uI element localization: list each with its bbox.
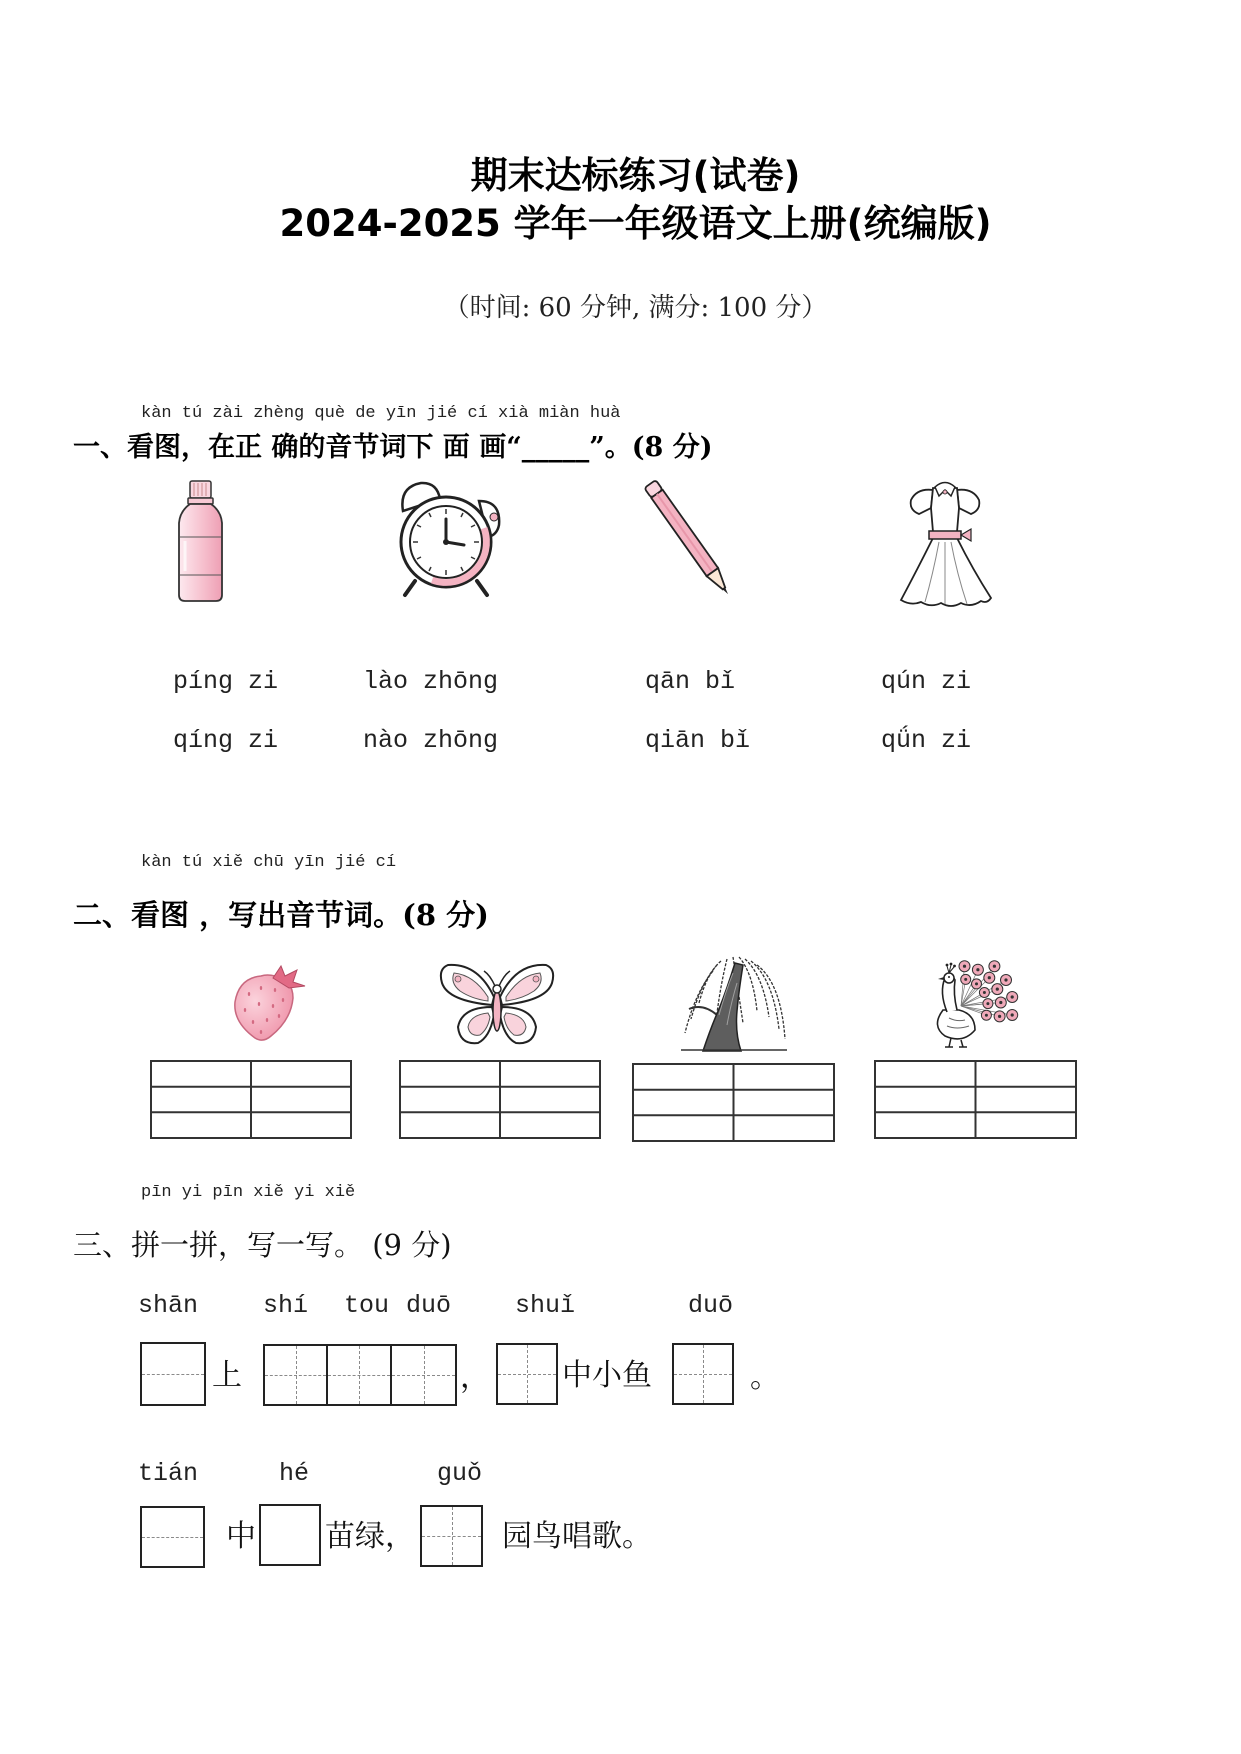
box-guide-line [296, 1346, 297, 1404]
page-subtitle: 2024-2025 学年一年级语文上册(统编版) [279, 202, 992, 245]
sentence1-text-3: 中小鱼 [562, 1358, 652, 1393]
butterfly-icon [438, 961, 556, 1049]
option-bottle-2: qíng zi [173, 726, 279, 755]
pinyin-shi: shí [263, 1291, 309, 1320]
writing-box-duo-2 [672, 1343, 734, 1405]
pinyin-grid-peacock [874, 1060, 1077, 1139]
exam-time-and-score: （时间: 60 分钟, 满分: 100 分） [443, 293, 828, 323]
box-guide-line [703, 1345, 704, 1403]
alarm-clock-icon [393, 479, 504, 601]
section1-pinyin: kàn tú zài zhèng què de yīn jié cí xià miàn huà [141, 404, 621, 423]
sentence1-text-2: ， [460, 1360, 490, 1395]
bottle-icon [175, 479, 226, 603]
writing-box-tian [140, 1506, 205, 1568]
pinyin-shan: shān [138, 1291, 199, 1320]
writing-box-group-shitouduo [263, 1344, 457, 1406]
pinyin-grid-strawberry [150, 1060, 352, 1139]
option-clock-1: lào zhōng [363, 667, 499, 696]
pinyin-tian: tián [138, 1459, 199, 1488]
strawberry-icon [231, 964, 307, 1043]
writing-box-duo [392, 1344, 457, 1406]
pinyin-tou: tou [344, 1291, 390, 1320]
sentence2-text-1: 中 [226, 1519, 256, 1554]
page-title: 期末达标练习(试卷) [470, 154, 801, 197]
sentence1-text-1: 上 [212, 1358, 242, 1393]
writing-box-he [259, 1504, 321, 1566]
section2-heading: 二、看图 ，写出音节词。(8 分) [73, 898, 489, 932]
option-bottle-1: píng zi [173, 667, 279, 696]
dress-icon [895, 474, 995, 615]
option-pencil-1: qān bǐ [645, 667, 736, 696]
pinyin-guo: guǒ [437, 1459, 483, 1488]
sentence2-text-2: 苗绿， [325, 1519, 415, 1554]
pencil-icon [640, 476, 735, 603]
pinyin-duo-2: duō [688, 1291, 734, 1320]
option-dress-1: qún zi [881, 667, 972, 696]
willow-tree-icon [677, 953, 790, 1052]
pinyin-he: hé [279, 1459, 310, 1488]
box-guide-line [527, 1345, 528, 1403]
writing-box-tou [328, 1344, 392, 1406]
sentence1-text-4: 。 [750, 1360, 780, 1395]
section1-heading: 一、看图，在正 确的音节词下 面 画“_____”。(8 分) [73, 432, 713, 463]
writing-box-shan [140, 1342, 206, 1406]
writing-box-guo [420, 1505, 483, 1567]
section2-pinyin: kàn tú xiě chū yīn jié cí [141, 853, 397, 872]
option-pencil-2: qiān bǐ [645, 726, 751, 755]
option-dress-2: qǘn zi [881, 726, 972, 755]
option-clock-2: nào zhōng [363, 726, 499, 755]
pinyin-shui: shuǐ [515, 1291, 576, 1320]
section3-heading: 三、拼一拼，写一写。 (9 分) [73, 1228, 452, 1262]
sentence2-text-3: 园鸟唱歌。 [502, 1519, 652, 1554]
pinyin-duo-1: duō [406, 1291, 452, 1320]
peacock-icon [925, 956, 1024, 1049]
writing-box-shui [496, 1343, 558, 1405]
box-guide-line [452, 1507, 453, 1565]
writing-box-shi [263, 1344, 328, 1406]
box-guide-line [142, 1537, 203, 1538]
box-guide-line [142, 1374, 204, 1375]
pinyin-grid-butterfly [399, 1060, 601, 1139]
pinyin-grid-willow [632, 1063, 835, 1142]
box-guide-line [424, 1346, 425, 1404]
box-guide-line [359, 1346, 360, 1404]
section3-pinyin: pīn yi pīn xiě yi xiě [141, 1183, 356, 1202]
